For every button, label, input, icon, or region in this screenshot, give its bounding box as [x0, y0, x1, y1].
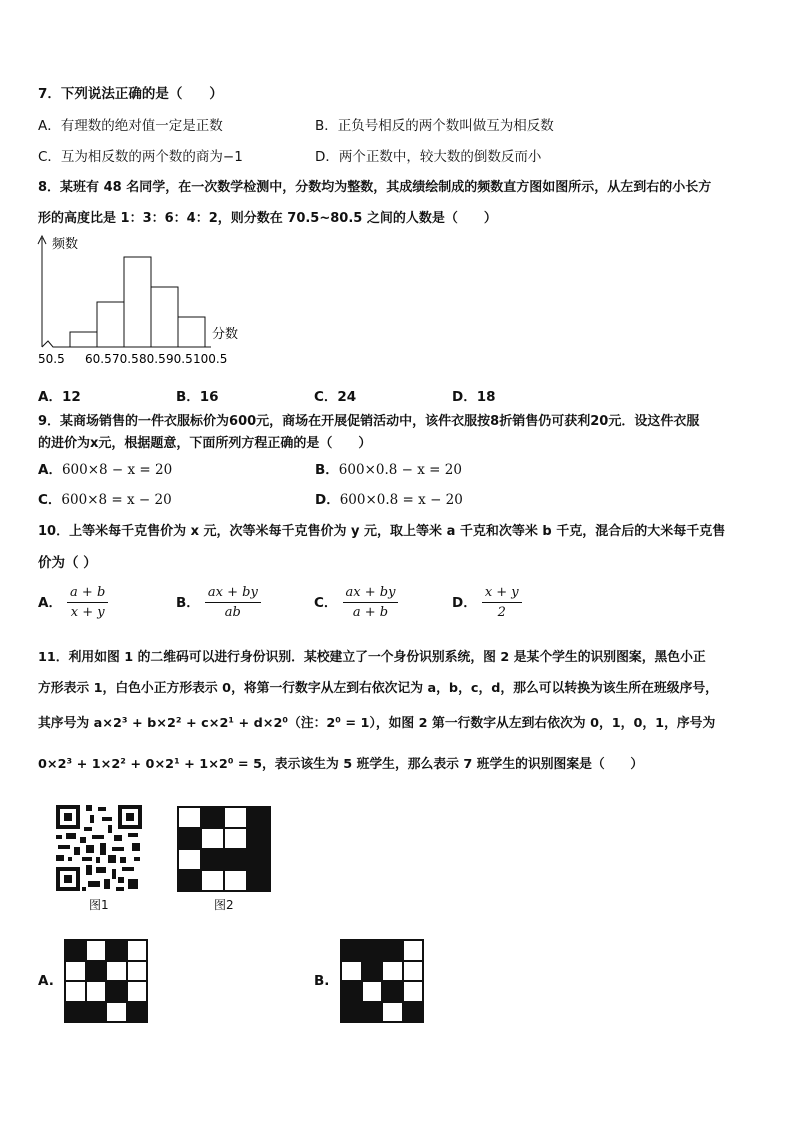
q9-option-d[interactable]: [315, 488, 463, 508]
pattern-cell-r4-c3: [106, 1002, 127, 1023]
q10-option-d-label: D．: [452, 595, 477, 611]
fraction-numerator: x + y: [482, 585, 522, 603]
x-tick-label-1: 50.5: [38, 352, 65, 366]
fraction-denominator: 2: [497, 605, 506, 620]
pattern-cell-r4-c4: [247, 870, 270, 891]
q11-stem-line3: 其序号为 a×2³ + b×2² + c×2¹ + d×2⁰（注：2⁰ = 1），如图 2 第一行数字从左到右依次为 0，1，0，1，序号为: [38, 716, 716, 731]
pattern-cell-r2-c2: [362, 961, 383, 982]
q10-option-b[interactable]: [176, 585, 261, 620]
q10-option-c-label: C．: [314, 595, 338, 611]
fraction-numerator: ax + by: [343, 585, 399, 603]
pattern-cell-r1-c2: [362, 940, 383, 961]
pattern-cell-r3-c1: [341, 981, 362, 1002]
pattern-cell-r2-c1: [341, 961, 362, 982]
pattern-cell-r4-c2: [201, 870, 224, 891]
q10-option-c[interactable]: [314, 585, 398, 620]
q7-option-c[interactable]: C．互为相反数的两个数的商为−1: [38, 149, 243, 165]
pattern-cell-r1-c3: [106, 940, 127, 961]
q8-stem-line1: 8．某班有 48 名同学，在一次数学检测中，分数均为整数，其成绩绘制成的频数直方图如图所示，从左到右的小长方: [38, 180, 712, 195]
pattern-cell-r1-c1: [341, 940, 362, 961]
q9-option-c-label: C．: [38, 492, 62, 508]
fraction-numerator: a + b: [67, 585, 108, 603]
q11-option-b-pattern-grid[interactable]: [340, 939, 424, 1023]
q9-stem-line1: 9．某商场销售的一件衣服标价为600元，商场在开展促销活动中，该件衣服按8折销售仍可获利20元．设这件衣服: [38, 414, 700, 429]
pattern-cell-r4-c3: [224, 870, 247, 891]
q7-option-a[interactable]: A．有理数的绝对值一定是正数: [38, 118, 223, 134]
q9-option-b-equation: 600×0.8 − x = 20: [338, 462, 462, 478]
q9-option-a-equation: 600×8 − x = 20: [61, 462, 173, 478]
pattern-cell-r2-c3: [106, 961, 127, 982]
q7-stem: 7．下列说法正确的是（ ）: [38, 86, 223, 102]
pattern-cell-r2-c3: [224, 828, 247, 849]
histogram-bar-5: [178, 317, 205, 347]
histogram-bar-1: [70, 332, 97, 347]
q10-option-d-fraction: [482, 585, 522, 620]
q10-option-b-label: B．: [176, 595, 200, 611]
q11-option-b-label[interactable]: B.: [314, 973, 330, 989]
pattern-cell-r4-c4: [403, 1002, 424, 1023]
figure-2-caption: 图2: [214, 898, 234, 912]
pattern-cell-r3-c4: [127, 981, 148, 1002]
pattern-cell-r1-c4: [403, 940, 424, 961]
q9-option-a-label: A．: [38, 462, 62, 478]
pattern-cell-r1-c2: [86, 940, 107, 961]
histogram-y-label: 频数: [52, 237, 79, 252]
pattern-cell-r2-c1: [178, 828, 201, 849]
q9-option-c[interactable]: [38, 488, 172, 508]
pattern-cell-r4-c1: [341, 1002, 362, 1023]
x-tick-label-5: 90.5: [166, 352, 193, 366]
pattern-cell-r1-c3: [224, 807, 247, 828]
pattern-cell-r2-c4: [247, 828, 270, 849]
q9-option-b[interactable]: [315, 458, 462, 478]
pattern-cell-r3-c3: [106, 981, 127, 1002]
q8-option-c[interactable]: C．24: [314, 389, 357, 405]
fraction-denominator: ab: [224, 605, 241, 620]
fraction-denominator: x + y: [70, 605, 105, 620]
q11-stem-line2: 方形表示 1，白色小正方形表示 0，将第一行数字从左到右依次记为 a，b，c，d，那么可以转换为该生所在班级序号，: [38, 681, 718, 696]
x-tick-label-3: 70.5: [112, 352, 139, 366]
q11-stem-line4: 0×2³ + 1×2² + 0×2¹ + 1×2⁰ = 5，表示该生为 5 班学生，那么表示 7 班学生的识别图案是（ ）: [38, 757, 644, 772]
figure-1-caption: 图1: [89, 898, 109, 912]
pattern-cell-r4-c1: [178, 870, 201, 891]
pattern-cell-r3-c4: [247, 849, 270, 870]
q10-option-a[interactable]: [38, 585, 108, 620]
pattern-cell-r4-c2: [86, 1002, 107, 1023]
pattern-cell-r1-c3: [382, 940, 403, 961]
pattern-cell-r2-c4: [127, 961, 148, 982]
pattern-cell-r3-c3: [382, 981, 403, 1002]
q7-option-d[interactable]: D．两个正数中，较大数的倒数反而小: [315, 149, 542, 165]
histogram-x-label: 分数: [212, 327, 239, 342]
q9-option-d-label: D．: [315, 492, 340, 508]
q8-option-b[interactable]: B．16: [176, 389, 219, 405]
q7-option-b[interactable]: B．正负号相反的两个数叫做互为相反数: [315, 118, 554, 134]
q10-stem-line2: 价为（ ）: [38, 555, 97, 571]
q11-option-a-pattern-grid[interactable]: [64, 939, 148, 1023]
q11-stem-line1: 11．利用如图 1 的二维码可以进行身份识别．某校建立了一个身份识别系统，图 2 是某个学生的识别图案，黑色小正: [38, 650, 706, 665]
q11-option-a-label[interactable]: A.: [38, 973, 54, 989]
frequency-histogram: [30, 232, 260, 374]
q9-option-d-equation: 600×0.8 = x − 20: [339, 492, 463, 508]
pattern-cell-r1-c2: [201, 807, 224, 828]
pattern-cell-r4-c3: [382, 1002, 403, 1023]
q9-option-c-equation: 600×8 = x − 20: [61, 492, 172, 508]
fraction-denominator: a + b: [352, 605, 389, 620]
q10-option-d[interactable]: [452, 585, 522, 620]
histogram-bar-4: [151, 287, 178, 347]
x-tick-label-6: 100.5: [193, 352, 228, 366]
pattern-cell-r3-c4: [403, 981, 424, 1002]
q8-option-a[interactable]: A．12: [38, 389, 81, 405]
pattern-cell-r3-c1: [178, 849, 201, 870]
figure-2-pattern-grid: [177, 806, 271, 892]
histogram-tick-labels: [38, 352, 227, 366]
fraction-numerator: ax + by: [205, 585, 261, 603]
q10-option-c-fraction: [343, 585, 399, 620]
pattern-cell-r3-c3: [224, 849, 247, 870]
pattern-cell-r4-c4: [127, 1002, 148, 1023]
pattern-cell-r2-c3: [382, 961, 403, 982]
q10-option-b-fraction: [205, 585, 261, 620]
pattern-cell-r1-c4: [127, 940, 148, 961]
qr-code-figure: [54, 803, 144, 893]
q10-option-a-fraction: [67, 585, 108, 620]
pattern-cell-r2-c2: [86, 961, 107, 982]
x-tick-label-4: 80.5: [139, 352, 166, 366]
pattern-cell-r1-c1: [65, 940, 86, 961]
q10-stem-line1: 10．上等米每千克售价为 x 元，次等米每千克售价为 y 元，取上等米 a 千克和次等米 b 千克，混合后的大米每千克售: [38, 524, 726, 539]
pattern-cell-r2-c1: [65, 961, 86, 982]
pattern-cell-r4-c2: [362, 1002, 383, 1023]
q9-option-b-label: B．: [315, 462, 339, 478]
pattern-cell-r3-c2: [362, 981, 383, 1002]
pattern-cell-r2-c2: [201, 828, 224, 849]
pattern-cell-r1-c1: [178, 807, 201, 828]
pattern-cell-r4-c1: [65, 1002, 86, 1023]
histogram-bar-3: [124, 257, 151, 347]
q8-option-d[interactable]: D．18: [452, 389, 496, 405]
x-tick-label-2: 60.5: [85, 352, 112, 366]
pattern-cell-r3-c2: [86, 981, 107, 1002]
q8-stem-line2: 形的高度比是 1：3：6：4：2，则分数在 70.5~80.5 之间的人数是（ ）: [38, 211, 497, 226]
pattern-cell-r3-c2: [201, 849, 224, 870]
histogram-bars: [70, 257, 205, 347]
q9-stem-line2: 的进价为x元，根据题意，下面所列方程正确的是（ ）: [38, 436, 372, 451]
pattern-cell-r3-c1: [65, 981, 86, 1002]
pattern-cell-r1-c4: [247, 807, 270, 828]
q9-option-a[interactable]: [38, 458, 172, 478]
pattern-cell-r2-c4: [403, 961, 424, 982]
histogram-bar-2: [97, 302, 124, 347]
q10-option-a-label: A．: [38, 595, 62, 611]
